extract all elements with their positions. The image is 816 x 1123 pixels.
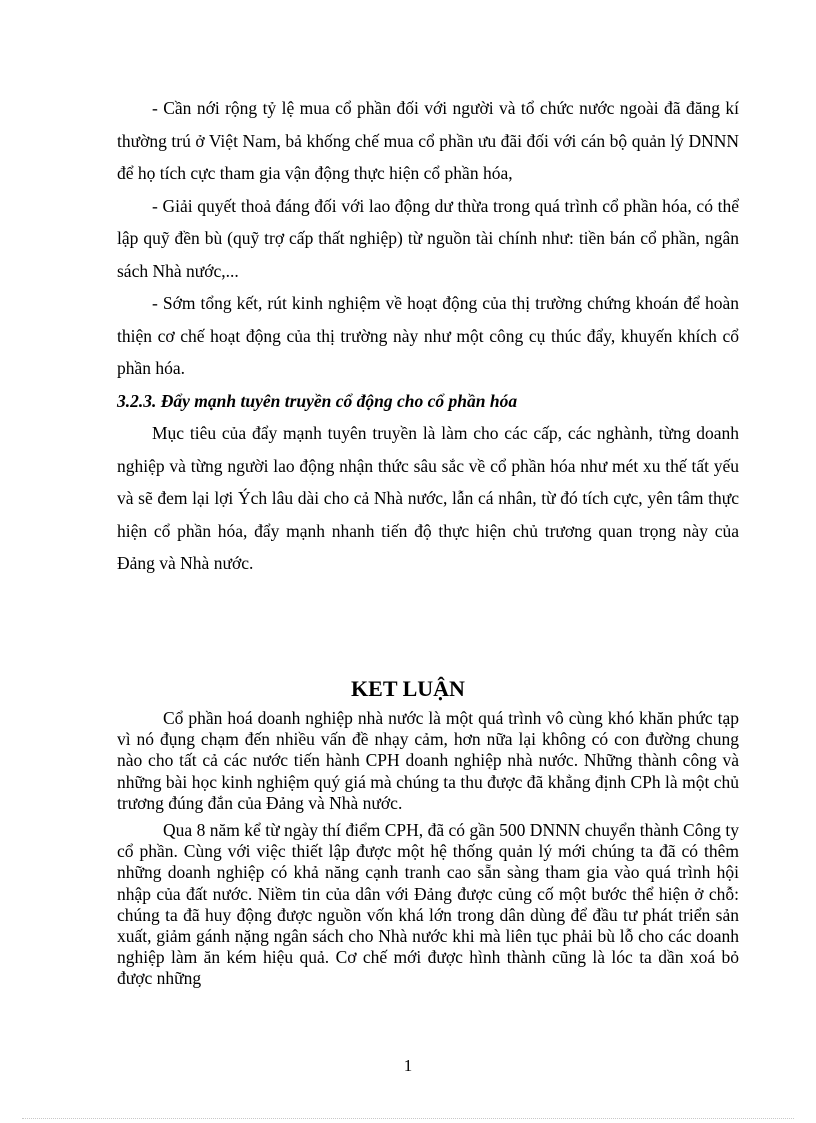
page-bottom-divider	[22, 1118, 794, 1119]
conclusion-paragraph-1: Cổ phần hoá doanh nghiệp nhà nước là một quá trình vô cùng khó khăn phức tạp vì nó đụng chạm đến nhiều vấn đề nhạy cảm, hơn nữa lại không có con đường chung nào cho tất cả các nước tiến hành CPH doanh nghiệp nhà nước. Những thành công và những bài học kinh nghiệm quý giá mà chúng ta thu được đã khẳng định CPh là một chủ trương đúng đắn của Đảng và Nhà nước.	[117, 708, 739, 813]
page-number: 1	[403, 1056, 413, 1075]
subsection-heading: 3.2.3. Đẩy mạnh tuyên truyền cổ động cho cổ phần hóa	[117, 390, 518, 411]
top-section	[117, 92, 739, 580]
subsection-paragraph: Mục tiêu của đẩy mạnh tuyên truyền là làm cho các cấp, các nghành, từng doanh nghiệp và từng người lao động nhận thức sâu sắc về cổ phần hóa như mét xu thế tất yếu và sẽ đem lại lợi Ých lâu dài cho cả Nhà nước, lẫn cá nhân, từ đó tích cực, yên tâm thực hiện cổ phần hóa, đẩy mạnh nhanh tiến độ thực hiện chủ trương quan trọng này của Đảng và Nhà nước.	[117, 423, 739, 573]
bullet-paragraph-surplus-labor: - Giải quyết thoả đáng đối với lao động dư thừa trong quá trình cổ phần hóa, có thể lập quỹ đền bù (quỹ trợ cấp thất nghiệp) từ nguồn tài chính như: tiền bán cổ phần, ngân sách Nhà nước,...	[117, 195, 739, 281]
conclusion-paragraph-2: Qua 8 năm kể từ ngày thí điểm CPH, đã có gần 500 DNNN chuyển thành Công ty cổ phần. Cùng với việc thiết lập được một hệ thống quản lý mới chúng ta đã có thêm những doanh nghiệp có khả năng cạnh tranh cao sẵn sàng tham gia vào quá trình hội nhập của đất nước. Niềm tin của dân với Đảng được củng cố một bước thể hiện ở chỗ: chúng ta đã huy động được nguồn vốn khá lớn trong dân dùng để đầu tư phát triển sản xuất, giảm gánh nặng ngân sách cho Nhà nước khi mà liên tục phải bù lỗ cho các doanh nghiệp làm ăn kém hiệu quả. Cơ chế mới được hình thành cũng là lóc ta dần xoá bỏ được những	[117, 820, 739, 989]
conclusion-title: KET LUẬN	[351, 676, 465, 701]
conclusion-section	[117, 708, 739, 990]
bullet-paragraph-stock-market: - Sớm tổng kết, rút kinh nghiệm về hoạt động của thị trường chứng khoán để hoàn thiện cơ chế hoạt động của thị trường này như một công cụ thúc đẩy, khuyến khích cổ phần hóa.	[117, 293, 739, 378]
bullet-paragraph-foreign-ownership: - Cần nới rộng tỷ lệ mua cổ phần đối với người và tổ chức nước ngoài đã đăng kí thường trú ở Việt Nam, bả khống chế mua cổ phần ưu đãi đối với cán bộ quản lý DNNN để họ tích cực tham gia vận động thực hiện cổ phần hóa,	[117, 98, 739, 183]
